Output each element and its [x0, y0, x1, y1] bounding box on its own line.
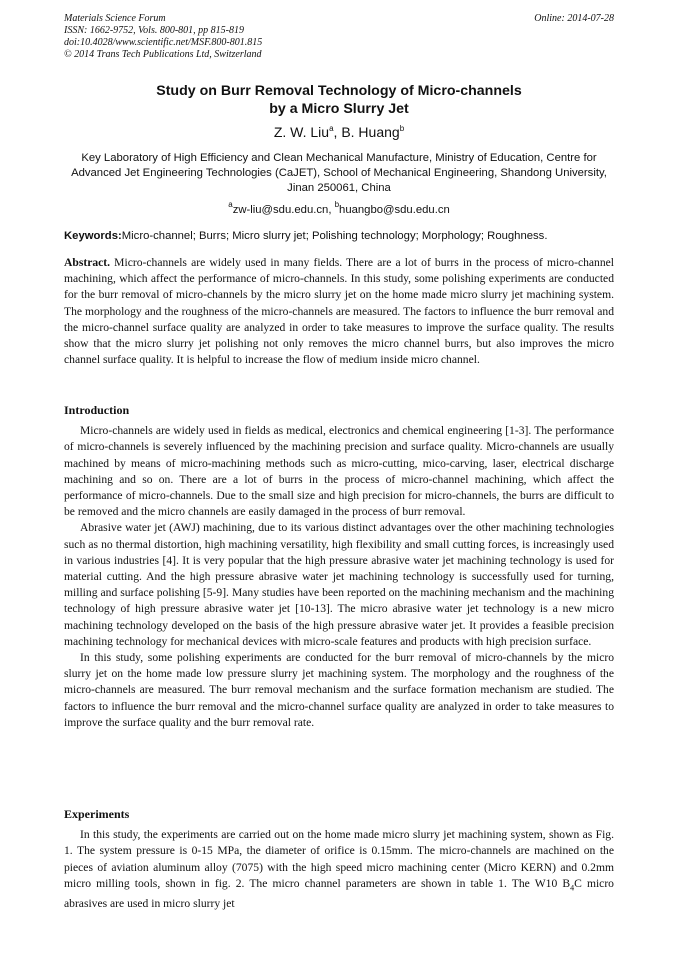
email-1[interactable]: zw-liu@sdu.edu.cn	[232, 204, 329, 216]
title-line-1: Study on Burr Removal Technology of Micro-channels	[156, 83, 522, 99]
author-2: B. Huang	[341, 124, 400, 140]
author-emails	[0, 200, 678, 216]
intro-paragraph-3: In this study, some polishing experiments are conducted for the burr removal of micro-channels by the micro slurry jet on the home made low pressure slurry jet machining system. The morphology and the roughness of the micro-channels are measured. The burr removal mechanism and the surface formation mechanism are studied. The factors to influence the burr removal and the micro-channel surface quality are analyzed in order to take measures to improve the surface quality and the burr removal rate.	[64, 651, 614, 729]
title-line-2: by a Micro Slurry Jet	[269, 101, 409, 117]
issn-line: ISSN: 1662-9752, Vols. 800-801, pp 815-819	[64, 25, 244, 36]
author-1-mark: a	[329, 124, 334, 133]
doi-line: doi:10.4028/www.scientific.net/MSF.800-801.815	[64, 37, 263, 48]
keywords-label: Keywords:	[64, 230, 122, 242]
email-separator: ,	[328, 204, 335, 216]
copyright-line: © 2014 Trans Tech Publications Ltd, Switzerland	[64, 49, 262, 60]
author-separator: ,	[333, 124, 342, 140]
keywords	[64, 230, 614, 242]
experiments-heading: Experiments	[64, 807, 130, 821]
exp-text-b: C micro abrasives are used in micro slurry jet	[64, 876, 614, 911]
abstract-text: Micro-channels are widely used in many fields. There are a lot of burrs in the process of micro-channel machining, which affect the performance of micro-channels. In this study, some polishing experiments are conducted for the burr removal of micro-channels by the micro slurry jet on the home made micro slurry jet machining system. The morphology and the roughness of the micro-channels are measured. The factors to influence the burr removal and the micro-channel surface quality are analyzed in order to take measures to improve the surface quality. The results show that the micro slurry jet polishing not only removes the micro channel burrs, but also improves the micro channel surface quality. It is helpful to increase the flow of medium inside micro channel.	[64, 256, 614, 367]
paper-title	[0, 82, 678, 118]
email-2[interactable]: huangbo@sdu.edu.cn	[339, 204, 450, 216]
author-list	[0, 124, 678, 140]
experiments-section	[64, 806, 614, 913]
abstract-label: Abstract.	[64, 256, 111, 269]
journal-name: Materials Science Forum	[64, 13, 166, 24]
author-1: Z. W. Liu	[273, 124, 330, 140]
introduction-section	[64, 402, 614, 731]
online-date: Online: 2014-07-28	[534, 13, 614, 24]
intro-paragraph-2: Abrasive water jet (AWJ) machining, due to its various distinct advantages over the other machining technologies such as no thermal distortion, high machining versatility, high flexibility and small cutting forces, is increasingly used in various industries [4]. It is very popular that the high pressure abrasive water jet machining technology is used for material cutting. And the high pressure abrasive water jet machining technology is successfully used for turning, milling and surface polishing [5-9]. Many studies have been reported on the machining mechanism and the machining technology of high pressure abrasive water jet [10-13]. The micro abrasive water jet technology is a new micro machining technology developed on the basis of the high pressure abrasive water jet. It provides a feasible precision machining technology for mechanical devices with micro-scale features and products with high precision surface.	[64, 521, 614, 648]
introduction-heading: Introduction	[64, 403, 130, 417]
experiments-paragraph-1	[64, 827, 614, 912]
author-2-mark: b	[399, 124, 405, 133]
journal-header	[64, 13, 614, 61]
keywords-text: Micro-channel; Burrs; Micro slurry jet; Polishing technology; Morphology; Roughness.	[121, 230, 548, 242]
abstract	[64, 255, 614, 368]
email-2-mark: b	[334, 200, 340, 209]
exp-text-a: In this study, the experiments are carried out on the home made micro slurry jet machining system, shown as Fig. 1. The system pressure is 0-15 MPa, the diameter of orifice is 0.15mm. The micro-channels are machined on the pieces of aviation aluminum alloy (7075) with the high speed micro machining center (Micro KERN) and 0.2mm micro milling tools, shown in fig. 2. The micro channel parameters are shown in table 1. The W10 B	[64, 828, 614, 890]
email-1-mark: a	[228, 200, 233, 209]
intro-paragraph-1: Micro-channels are widely used in fields as medical, electronics and chemical engineering [1-3]. The performance of micro-channels is severely influenced by the machining precision and surface quality. Micro-channels are usually machined by means of micro-machining methods such as micro-cutting, mico-carving, laser, electrical discharge machining and so on. There are a lot of burrs in the process of micro-channel machining, which affect the performance of micro-channels. Due to the small size and high precision for micro-channels, the burrs are difficult to be removed and the micro channels are easily damaged in the process of burr removal.	[64, 424, 614, 519]
exp-subscript: 4	[570, 883, 575, 893]
affiliation: Key Laboratory of High Efficiency and Clean Mechanical Manufacture, Ministry of Education, Centre for Advanced Jet Engineering Technologies (CaJET), School of Mechanical Engineering, Shandong University, Jinan 250061, China	[71, 152, 607, 194]
